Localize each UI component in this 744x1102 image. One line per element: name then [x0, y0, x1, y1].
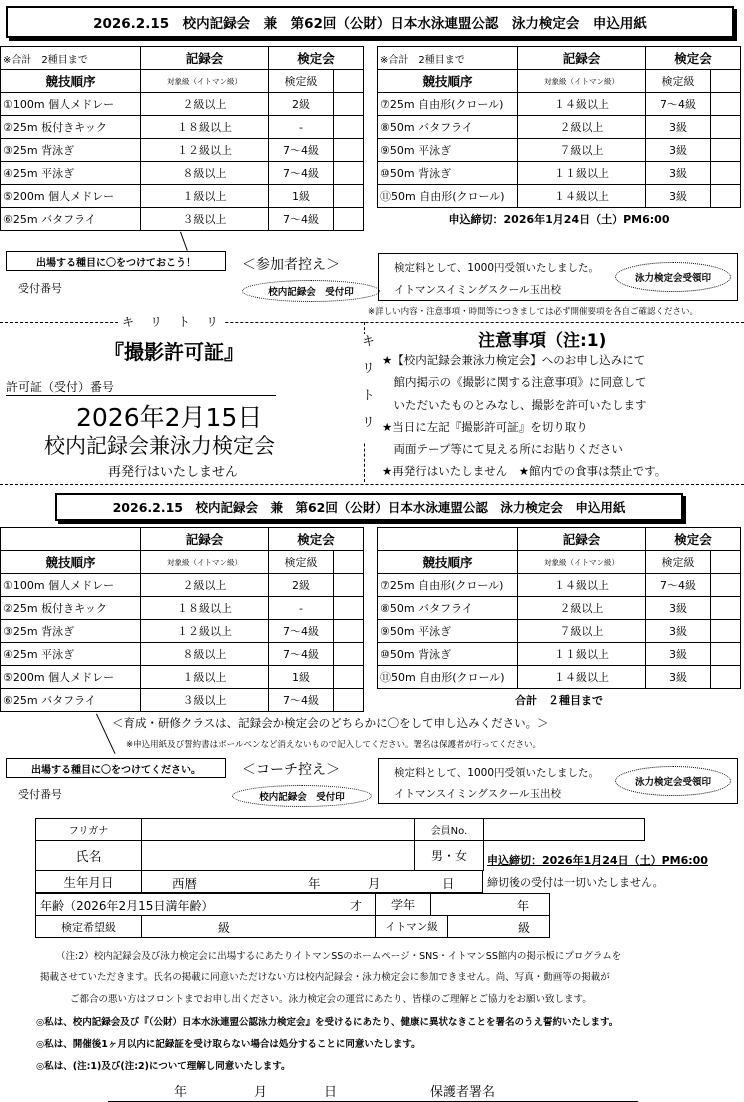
kentei-level: 7～4級: [269, 620, 334, 643]
target-level-header: 対象級（イトマン級）: [141, 70, 269, 93]
coach-copy-label: ＜コーチ控え＞: [242, 762, 340, 778]
target-level: １４級以上: [518, 574, 646, 597]
target-level: ８級以上: [141, 162, 269, 185]
notes-line: 館内掲示の《撮影に関する注意事項》に同意して: [382, 375, 647, 389]
fee-stamp-text: 泳力検定会受領印: [634, 777, 711, 788]
notes-line: いただいたものとみなし、撮影を許可いたします: [382, 398, 647, 412]
birth-year-unit: 年: [308, 876, 321, 891]
check-cell[interactable]: [334, 116, 364, 139]
target-level: １４級以上: [518, 666, 646, 689]
event-row: [378, 574, 741, 597]
kentei-level-header: 検定級: [269, 70, 334, 93]
check-cell[interactable]: [334, 70, 364, 93]
fee-line-2: イトマンスイミングスクール玉出校: [394, 788, 561, 800]
pledge-2: ◎私は、開催後1ヶ月以内に記録証を受け取らない場合は処分することに同意いたします。: [36, 1039, 421, 1050]
birth-field[interactable]: [142, 871, 483, 893]
target-level: ８級以上: [141, 643, 269, 666]
callout-select-events: [6, 758, 226, 778]
itoman-level-field[interactable]: [448, 916, 550, 938]
check-cell[interactable]: [711, 574, 741, 597]
check-cell[interactable]: [334, 208, 364, 231]
target-level: ７級以上: [518, 620, 646, 643]
target-level: １４級以上: [518, 93, 646, 116]
notes-line: ★当日に左記『撮影許可証』を切り取り: [382, 420, 588, 434]
event-row: [1, 139, 364, 162]
callout-text: 出場する種目に〇をつけておこう！: [36, 257, 196, 269]
name-label: 氏名: [36, 841, 142, 871]
check-cell[interactable]: [334, 666, 364, 689]
check-cell[interactable]: [711, 116, 741, 139]
check-cell[interactable]: [711, 162, 741, 185]
event-row: [378, 139, 741, 162]
check-cell[interactable]: [334, 162, 364, 185]
title-text: 2026.2.15 校内記録会 兼 第62回（公財）日本水泳連盟公認 泳力検定会 申込用紙: [93, 16, 647, 32]
notes-title: 注意事項（注:1): [478, 331, 607, 351]
seireki-label: 西暦: [172, 876, 198, 891]
sign-day-unit: 日: [324, 1085, 338, 1100]
kentei-level: 1級: [269, 666, 334, 689]
receipt-stamp-oval: [232, 785, 372, 807]
event-order-header: 競技順序: [1, 551, 141, 574]
bottom-left-event-table: [0, 527, 364, 712]
target-level: ３級以上: [141, 208, 269, 231]
notes-line: ★【校内記録会兼泳力検定会】へのお申し込みにて: [382, 353, 646, 367]
furigana-field[interactable]: [142, 819, 415, 841]
participant-copy-label: ＜参加者控え＞: [242, 257, 340, 273]
kentei-level: -: [269, 116, 334, 139]
event-row: [1, 620, 364, 643]
note2-line-2: 掲載させていただきます。氏名の掲載に同意いただけない方は校内記録会・泳力検定会に参加できません。尚、写真・動画等の掲載が: [40, 972, 610, 983]
event-name: ⑨50m 平泳ぎ: [378, 139, 518, 162]
kentei-level: 3級: [646, 643, 711, 666]
receipt-number-label: 受付番号: [18, 788, 62, 801]
fee-line-1: 検定料として、1000円受領いたしました。: [394, 262, 600, 274]
target-level: １１級以上: [518, 643, 646, 666]
event-order-header: 競技順序: [378, 70, 518, 93]
stamp-text: 校内記録会 受付印: [259, 792, 345, 803]
event-row: [1, 597, 364, 620]
event-name: ③25m 背泳ぎ: [1, 139, 141, 162]
itoman-level-label: イトマン級: [376, 916, 448, 938]
event-name: ②25m 板付きキック: [1, 116, 141, 139]
event-row: [1, 574, 364, 597]
check-cell[interactable]: [711, 185, 741, 208]
name-field[interactable]: [142, 841, 415, 871]
permit-reissue-note: 再発行はいたしません: [108, 465, 239, 480]
fee-receipt-box: [378, 253, 738, 301]
pen-note: ※申込用紙及び誓約書はボールペンなど消えないもので記入してください。署名は保護者が行ってください。: [126, 740, 541, 750]
kentei-level: -: [269, 597, 334, 620]
guardian-signature-label: 保護者署名: [430, 1085, 496, 1100]
blank-cell: [1, 528, 141, 551]
check-cell[interactable]: [711, 643, 741, 666]
applicant-form-level: [35, 915, 550, 938]
event-name: ⑧50m バタフライ: [378, 116, 518, 139]
after-deadline-note: 締切後の受付は一切いたしません。: [487, 876, 664, 889]
target-level: ２級以上: [518, 116, 646, 139]
check-cell[interactable]: [334, 551, 364, 574]
fee-stamp-oval: [615, 262, 731, 292]
fee-receipt-box: [378, 758, 738, 804]
event-name: ④25m 平泳ぎ: [1, 643, 141, 666]
total-note: 合計 ２種目まで: [378, 689, 741, 712]
form-title-top: [6, 6, 734, 38]
event-row: [1, 689, 364, 712]
title-text: 2026.2.15 校内記録会 兼 第62回（公財）日本水泳連盟公認 泳力検定会 申込用紙: [112, 500, 626, 515]
class-note: ＜育成・研修クラスは、記録会か検定会のどちらかに〇をして申し込みください。＞: [112, 716, 549, 730]
target-level-header: 対象級（イトマン級）: [141, 551, 269, 574]
event-row: [378, 620, 741, 643]
kentei-level: 3級: [646, 666, 711, 689]
age-unit: 才: [350, 899, 363, 913]
target-level: ２級以上: [141, 574, 269, 597]
birth-label: 生年月日: [36, 871, 142, 893]
check-cell[interactable]: [711, 139, 741, 162]
notes-line: ★再発行はいたしません ★館内での食事は禁止です。: [382, 464, 667, 478]
kentei-level: 7～4級: [269, 139, 334, 162]
fee-stamp-oval: [615, 766, 731, 796]
target-level: １級以上: [141, 185, 269, 208]
check-cell[interactable]: [334, 597, 364, 620]
event-row: [1, 93, 364, 116]
permit-event: 校内記録会兼泳力検定会: [44, 434, 275, 458]
event-row: [1, 666, 364, 689]
kenteikai-header: 検定会: [646, 47, 741, 70]
kentei-level: 3級: [646, 139, 711, 162]
kirokukai-header: 記録会: [141, 528, 269, 551]
permit-number-label: 許可証（受付）番号: [6, 380, 115, 394]
event-order-header: 競技順序: [1, 70, 141, 93]
event-row: [1, 185, 364, 208]
stamp-text: 校内記録会 受付印: [268, 287, 354, 298]
note2-line-3: ご都合の悪い方はフロントまでお申し出ください。泳力検定会の運営にあたり、皆様のご理解とご協力をお願い致します。: [70, 994, 592, 1005]
grade-unit: 年: [517, 899, 530, 913]
target-level: ２級以上: [518, 597, 646, 620]
event-name: ⑪50m 自由形(クロール): [378, 185, 518, 208]
kentei-level: 3級: [646, 620, 711, 643]
kentei-level: 3級: [646, 185, 711, 208]
callout-select-events: [6, 251, 226, 271]
callout-tail: [180, 232, 188, 251]
desired-level-label: 検定希望級: [36, 916, 142, 938]
member-no-field[interactable]: [484, 819, 645, 841]
pledge-3: ◎私は、(注:1)及び(注:2)について理解し同意いたします。: [36, 1061, 291, 1072]
furigana-label: フリガナ: [36, 819, 142, 841]
event-row: [378, 666, 741, 689]
event-name: ⑥25m バタフライ: [1, 689, 141, 712]
target-level-header: 対象級（イトマン級）: [518, 70, 646, 93]
target-level-header: 対象級（イトマン級）: [518, 551, 646, 574]
kentei-level: 7～4級: [646, 93, 711, 116]
cut-line-top: [0, 322, 744, 323]
permit-title: 『撮影許可証』: [104, 340, 244, 364]
event-rows: [378, 93, 741, 208]
permit-number-underline: [6, 395, 276, 396]
event-name: ⑦25m 自由形(クロール): [378, 574, 518, 597]
form-deadline: 申込締切：2026年1月24日（土）PM6:00: [487, 854, 708, 867]
event-row: [378, 597, 741, 620]
birth-day-unit: 日: [442, 876, 455, 891]
event-order-header: 競技順序: [378, 551, 518, 574]
kentei-level: 3級: [646, 116, 711, 139]
cut-label-top: キ リ ト リ: [118, 313, 224, 330]
event-row: [1, 116, 364, 139]
event-row: [378, 643, 741, 666]
event-row: [1, 162, 364, 185]
target-level: １８級以上: [141, 597, 269, 620]
sign-year-unit: 年: [174, 1085, 188, 1100]
kentei-level: 1級: [269, 185, 334, 208]
target-level: １２級以上: [141, 139, 269, 162]
age-label: 年齢（2026年2月15日満年齢）: [40, 899, 214, 913]
event-rows: [1, 93, 364, 231]
check-cell[interactable]: [711, 597, 741, 620]
kentei-level-header: 検定級: [646, 70, 711, 93]
event-name: ①100m 個人メドレー: [1, 93, 141, 116]
applicant-form-age: [35, 893, 550, 916]
birth-month-unit: 月: [368, 876, 381, 891]
kentei-level-header: 検定級: [646, 551, 711, 574]
details-note: ※詳しい内容・注意事項・時間等につきましては必ず開催要項を各自ご確認ください。: [368, 307, 698, 317]
kentei-level: 7～4級: [269, 208, 334, 231]
member-no-label: 会員No.: [415, 819, 484, 841]
kentei-level: 2級: [269, 93, 334, 116]
cut-label-vertical: キリトリ: [359, 334, 374, 442]
check-cell[interactable]: [334, 139, 364, 162]
kirokukai-header: 記録会: [518, 528, 646, 551]
callout-text: 出場する種目に〇をつけてください。: [31, 764, 201, 776]
kentei-level: 7～4級: [646, 574, 711, 597]
event-name: ②25m 板付きキック: [1, 597, 141, 620]
cut-line-bottom: [0, 484, 744, 485]
sign-month-unit: 月: [254, 1085, 268, 1100]
check-cell[interactable]: [334, 185, 364, 208]
target-level: ３級以上: [141, 689, 269, 712]
check-cell[interactable]: [334, 93, 364, 116]
event-row: [1, 643, 364, 666]
kirokukai-header: 記録会: [141, 47, 269, 70]
kentei-level-header: 検定級: [269, 551, 334, 574]
target-level: ７級以上: [518, 139, 646, 162]
event-row: [378, 116, 741, 139]
grade-label: 学年: [376, 894, 431, 916]
applicant-form-birth: [35, 870, 483, 893]
kentei-level: 2級: [269, 574, 334, 597]
event-name: ⑦25m 自由形(クロール): [378, 93, 518, 116]
kentei-level: 7～4級: [269, 162, 334, 185]
kentei-level: 7～4級: [269, 689, 334, 712]
kenteikai-header: 検定会: [646, 528, 741, 551]
grade-field[interactable]: [431, 894, 550, 916]
event-row: [1, 208, 364, 231]
fee-line-1: 検定料として、1000円受領いたしました。: [394, 767, 600, 779]
check-cell[interactable]: [334, 643, 364, 666]
notes-line: 両面テープ等にて見える所にお貼りください: [382, 442, 623, 456]
bottom-right-event-table: [377, 527, 741, 712]
target-level: １４級以上: [518, 185, 646, 208]
note2-line-1: （注:2）校内記録会及び泳力検定会に出場するにあたりイトマンSSのホームページ・SNS・イトマンSS館内の掲示板にプログラムを: [56, 951, 622, 962]
event-rows: [1, 574, 364, 712]
event-name: ⑥25m バタフライ: [1, 208, 141, 231]
check-cell[interactable]: [334, 620, 364, 643]
form-title-bottom: [55, 493, 683, 521]
event-rows: [378, 574, 741, 689]
event-name: ⑤200m 個人メドレー: [1, 666, 141, 689]
target-level: １２級以上: [141, 620, 269, 643]
desired-level-field[interactable]: [142, 916, 376, 938]
target-level: １級以上: [141, 666, 269, 689]
kenteikai-header: 検定会: [269, 47, 364, 70]
top-left-event-table: [0, 46, 364, 231]
event-name: ④25m 平泳ぎ: [1, 162, 141, 185]
event-row: [378, 162, 741, 185]
age-field[interactable]: [36, 894, 376, 916]
permit-date: 2026年2月15日: [76, 403, 263, 432]
check-cell[interactable]: [711, 620, 741, 643]
kirokukai-header: 記録会: [518, 47, 646, 70]
fee-line-2: イトマンスイミングスクール玉出校: [394, 284, 561, 296]
check-cell[interactable]: [334, 574, 364, 597]
event-name: ⑩50m 背泳ぎ: [378, 162, 518, 185]
deadline-text: 申込締切：2026年1月24日（土）PM6:00: [378, 208, 741, 231]
fee-stamp-text: 泳力検定会受領印: [634, 273, 711, 284]
event-name: ①100m 個人メドレー: [1, 574, 141, 597]
kenteikai-header: 検定会: [269, 528, 364, 551]
event-name: ⑤200m 個人メドレー: [1, 185, 141, 208]
kentei-level: 3級: [646, 162, 711, 185]
receipt-number-label: 受付番号: [18, 282, 62, 295]
signature-line[interactable]: [108, 1080, 638, 1102]
check-cell[interactable]: [711, 93, 741, 116]
event-name: ⑩50m 背泳ぎ: [378, 643, 518, 666]
count-note: ※合計 2種目まで: [1, 47, 141, 70]
count-note: ※合計 2種目まで: [378, 47, 518, 70]
top-right-event-table: [377, 46, 741, 231]
blank-cell: [378, 528, 518, 551]
event-name: ⑨50m 平泳ぎ: [378, 620, 518, 643]
event-row: [378, 93, 741, 116]
check-cell[interactable]: [711, 70, 741, 93]
desired-level-unit: 級: [218, 921, 231, 935]
event-name: ⑪50m 自由形(クロール): [378, 666, 518, 689]
event-name: ⑧50m バタフライ: [378, 597, 518, 620]
event-name: ③25m 背泳ぎ: [1, 620, 141, 643]
target-level: １８級以上: [141, 116, 269, 139]
check-cell[interactable]: [711, 551, 741, 574]
kentei-level: 3級: [646, 597, 711, 620]
target-level: ２級以上: [141, 93, 269, 116]
pledge-1: ◎私は、校内記録会及び『（公財）日本水泳連盟公認泳力検定会』を受けるにあたり、健康に異状なきことを署名のうえ誓約いたします。: [36, 1017, 619, 1028]
gender-selector[interactable]: 男・女: [415, 841, 484, 871]
check-cell[interactable]: [334, 689, 364, 712]
check-cell[interactable]: [711, 666, 741, 689]
target-level: １１級以上: [518, 162, 646, 185]
receipt-stamp-oval: [242, 280, 380, 302]
event-row: [378, 185, 741, 208]
kentei-level: 7～4級: [269, 643, 334, 666]
itoman-level-unit: 級: [518, 921, 531, 935]
